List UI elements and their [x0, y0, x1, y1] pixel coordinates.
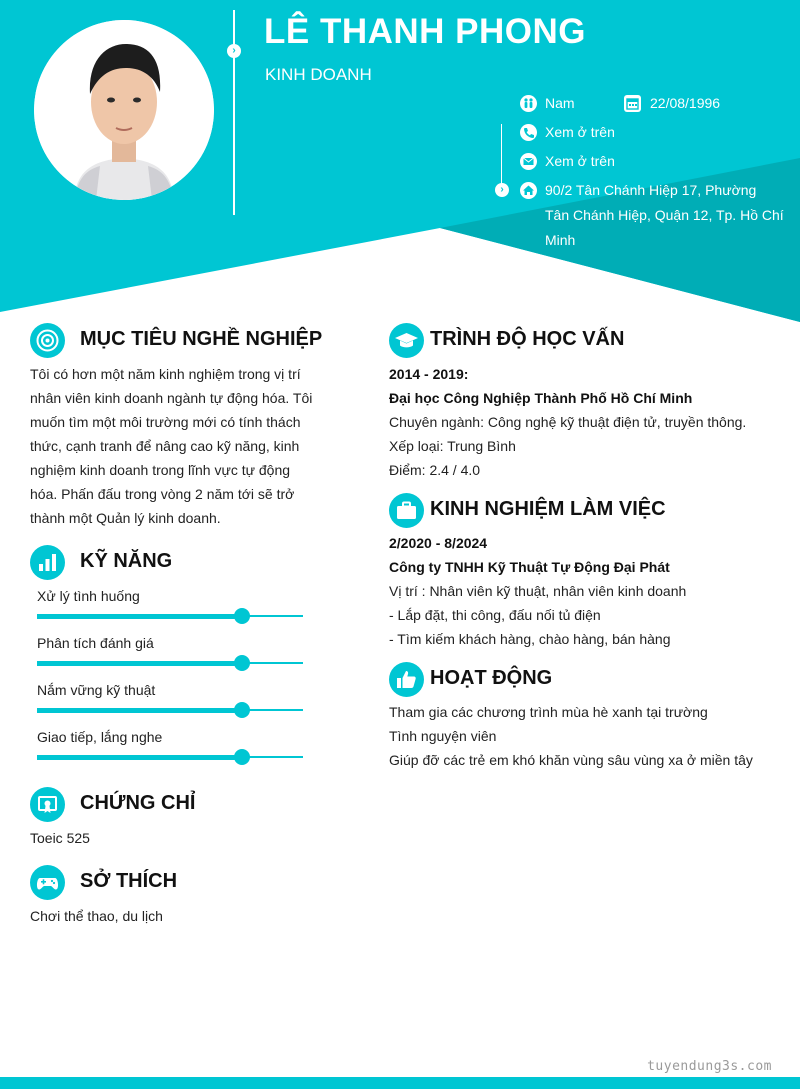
contact-marker-icon: ›	[495, 183, 509, 197]
objective-text	[30, 362, 313, 530]
graduation-cap-icon	[389, 323, 424, 358]
calendar-icon	[624, 95, 641, 112]
bar-chart-icon	[30, 545, 65, 580]
skill-bar	[37, 709, 303, 711]
address-line-1: 90/2 Tân Chánh Hiệp 17, Phường	[545, 182, 757, 198]
experience-title: KINH NGHIỆM LÀM VIỆC	[430, 498, 666, 520]
home-icon	[520, 182, 537, 199]
objective-line: thức, cạnh tranh để nâng cao kỹ năng, kinh	[30, 438, 300, 454]
gender-value: Nam	[545, 95, 575, 111]
skill-bar-fill	[37, 755, 242, 760]
skill-bar-fill	[37, 614, 242, 619]
thumbs-up-icon	[389, 662, 424, 697]
hobbies-text: Chơi thể thao, du lịch	[30, 908, 163, 924]
skill-bar	[37, 615, 303, 617]
objective-line: nhân viên kinh doanh ngành tự động hóa. Tôi	[30, 390, 313, 406]
briefcase-icon	[389, 493, 424, 528]
education-content	[389, 362, 779, 482]
gamepad-icon	[30, 865, 65, 900]
experience-line: Vị trí : Nhân viên kỹ thuật, nhân viên kinh doanh	[389, 583, 687, 599]
skill-bar	[37, 662, 303, 664]
skills-title: KỸ NĂNG	[80, 550, 173, 572]
education-title: TRÌNH ĐỘ HỌC VẤN	[430, 328, 625, 350]
skill-bar-knob	[234, 749, 250, 765]
footer-bar	[0, 1077, 800, 1089]
dob-value: 22/08/1996	[650, 95, 721, 111]
address-line-3: Minh	[545, 232, 576, 248]
email-value: Xem ở trên	[545, 153, 615, 169]
skill-label: Giao tiếp, lắng nghe	[37, 729, 163, 745]
timeline-marker-icon: ›	[227, 44, 241, 58]
skill-bar-knob	[234, 608, 250, 624]
skill-label: Phân tích đánh giá	[37, 635, 154, 651]
education-period: 2014 - 2019:	[389, 366, 469, 382]
candidate-name: LÊ THANH PHONG	[264, 12, 586, 51]
avatar	[34, 20, 214, 200]
experience-line: - Lắp đặt, thi công, đấu nối tủ điện	[389, 607, 601, 623]
certificates-text: Toeic 525	[30, 830, 90, 846]
education-school: Đại học Công Nghiệp Thành Phố Hồ Chí Minh	[389, 390, 693, 406]
certificate-icon	[30, 787, 65, 822]
education-rank: Xếp loại: Trung Bình	[389, 438, 516, 454]
skill-label: Nắm vững kỹ thuật	[37, 682, 156, 698]
education-score: Điểm: 2.4 / 4.0	[389, 462, 481, 478]
profile-photo	[34, 20, 214, 200]
skill-bar-fill	[37, 661, 242, 666]
phone-icon	[520, 124, 537, 141]
skill-bar-knob	[234, 655, 250, 671]
skill-label: Xử lý tình huống	[37, 588, 140, 604]
skill-bar-knob	[234, 702, 250, 718]
objective-line: thành một Quản lý kinh doanh.	[30, 510, 221, 526]
activity-line: Tham gia các chương trình mùa hè xanh tại trường	[389, 704, 708, 720]
watermark: tuyendung3s.com	[647, 1059, 772, 1074]
activities-title: HOẠT ĐỘNG	[430, 667, 553, 689]
target-icon	[30, 323, 65, 358]
experience-company: Công ty TNHH Kỹ Thuật Tự Động Đại Phát	[389, 559, 670, 575]
activities-content	[389, 700, 789, 772]
gender-icon	[520, 95, 537, 112]
experience-content	[389, 531, 779, 651]
certificates-title: CHỨNG CHỈ	[80, 792, 196, 814]
education-major: Chuyên ngành: Công nghệ kỹ thuật điện tử, truyền thông.	[389, 414, 747, 430]
phone-value: Xem ở trên	[545, 124, 615, 140]
objective-line: Tôi có hơn một năm kinh nghiệm trong vị trí	[30, 366, 301, 382]
objective-title: MỤC TIÊU NGHỀ NGHIỆP	[80, 328, 323, 350]
skill-bar-fill	[37, 708, 242, 713]
experience-line: - Tìm kiếm khách hàng, chào hàng, bán hàng	[389, 631, 671, 647]
objective-line: hóa. Phấn đấu trong vòng 2 năm tới sẽ trở	[30, 486, 295, 502]
activity-line: Giúp đỡ các trẻ em khó khăn vùng sâu vùng xa ở miền tây	[389, 752, 753, 768]
email-icon	[520, 153, 537, 170]
objective-line: muốn tìm một môi trường mới có tính thách	[30, 414, 301, 430]
address-value	[545, 178, 784, 253]
skill-bar	[37, 756, 303, 758]
objective-line: nghiệm kinh doanh trong lĩnh vực tự động	[30, 462, 291, 478]
experience-period: 2/2020 - 8/2024	[389, 535, 488, 551]
activity-line: Tình nguyện viên	[389, 728, 497, 744]
address-line-2: Tân Chánh Hiệp, Quận 12, Tp. Hồ Chí	[545, 207, 784, 223]
candidate-position: KINH DOANH	[265, 65, 372, 84]
hobbies-title: SỞ THÍCH	[80, 870, 178, 892]
timeline-divider	[233, 10, 235, 215]
